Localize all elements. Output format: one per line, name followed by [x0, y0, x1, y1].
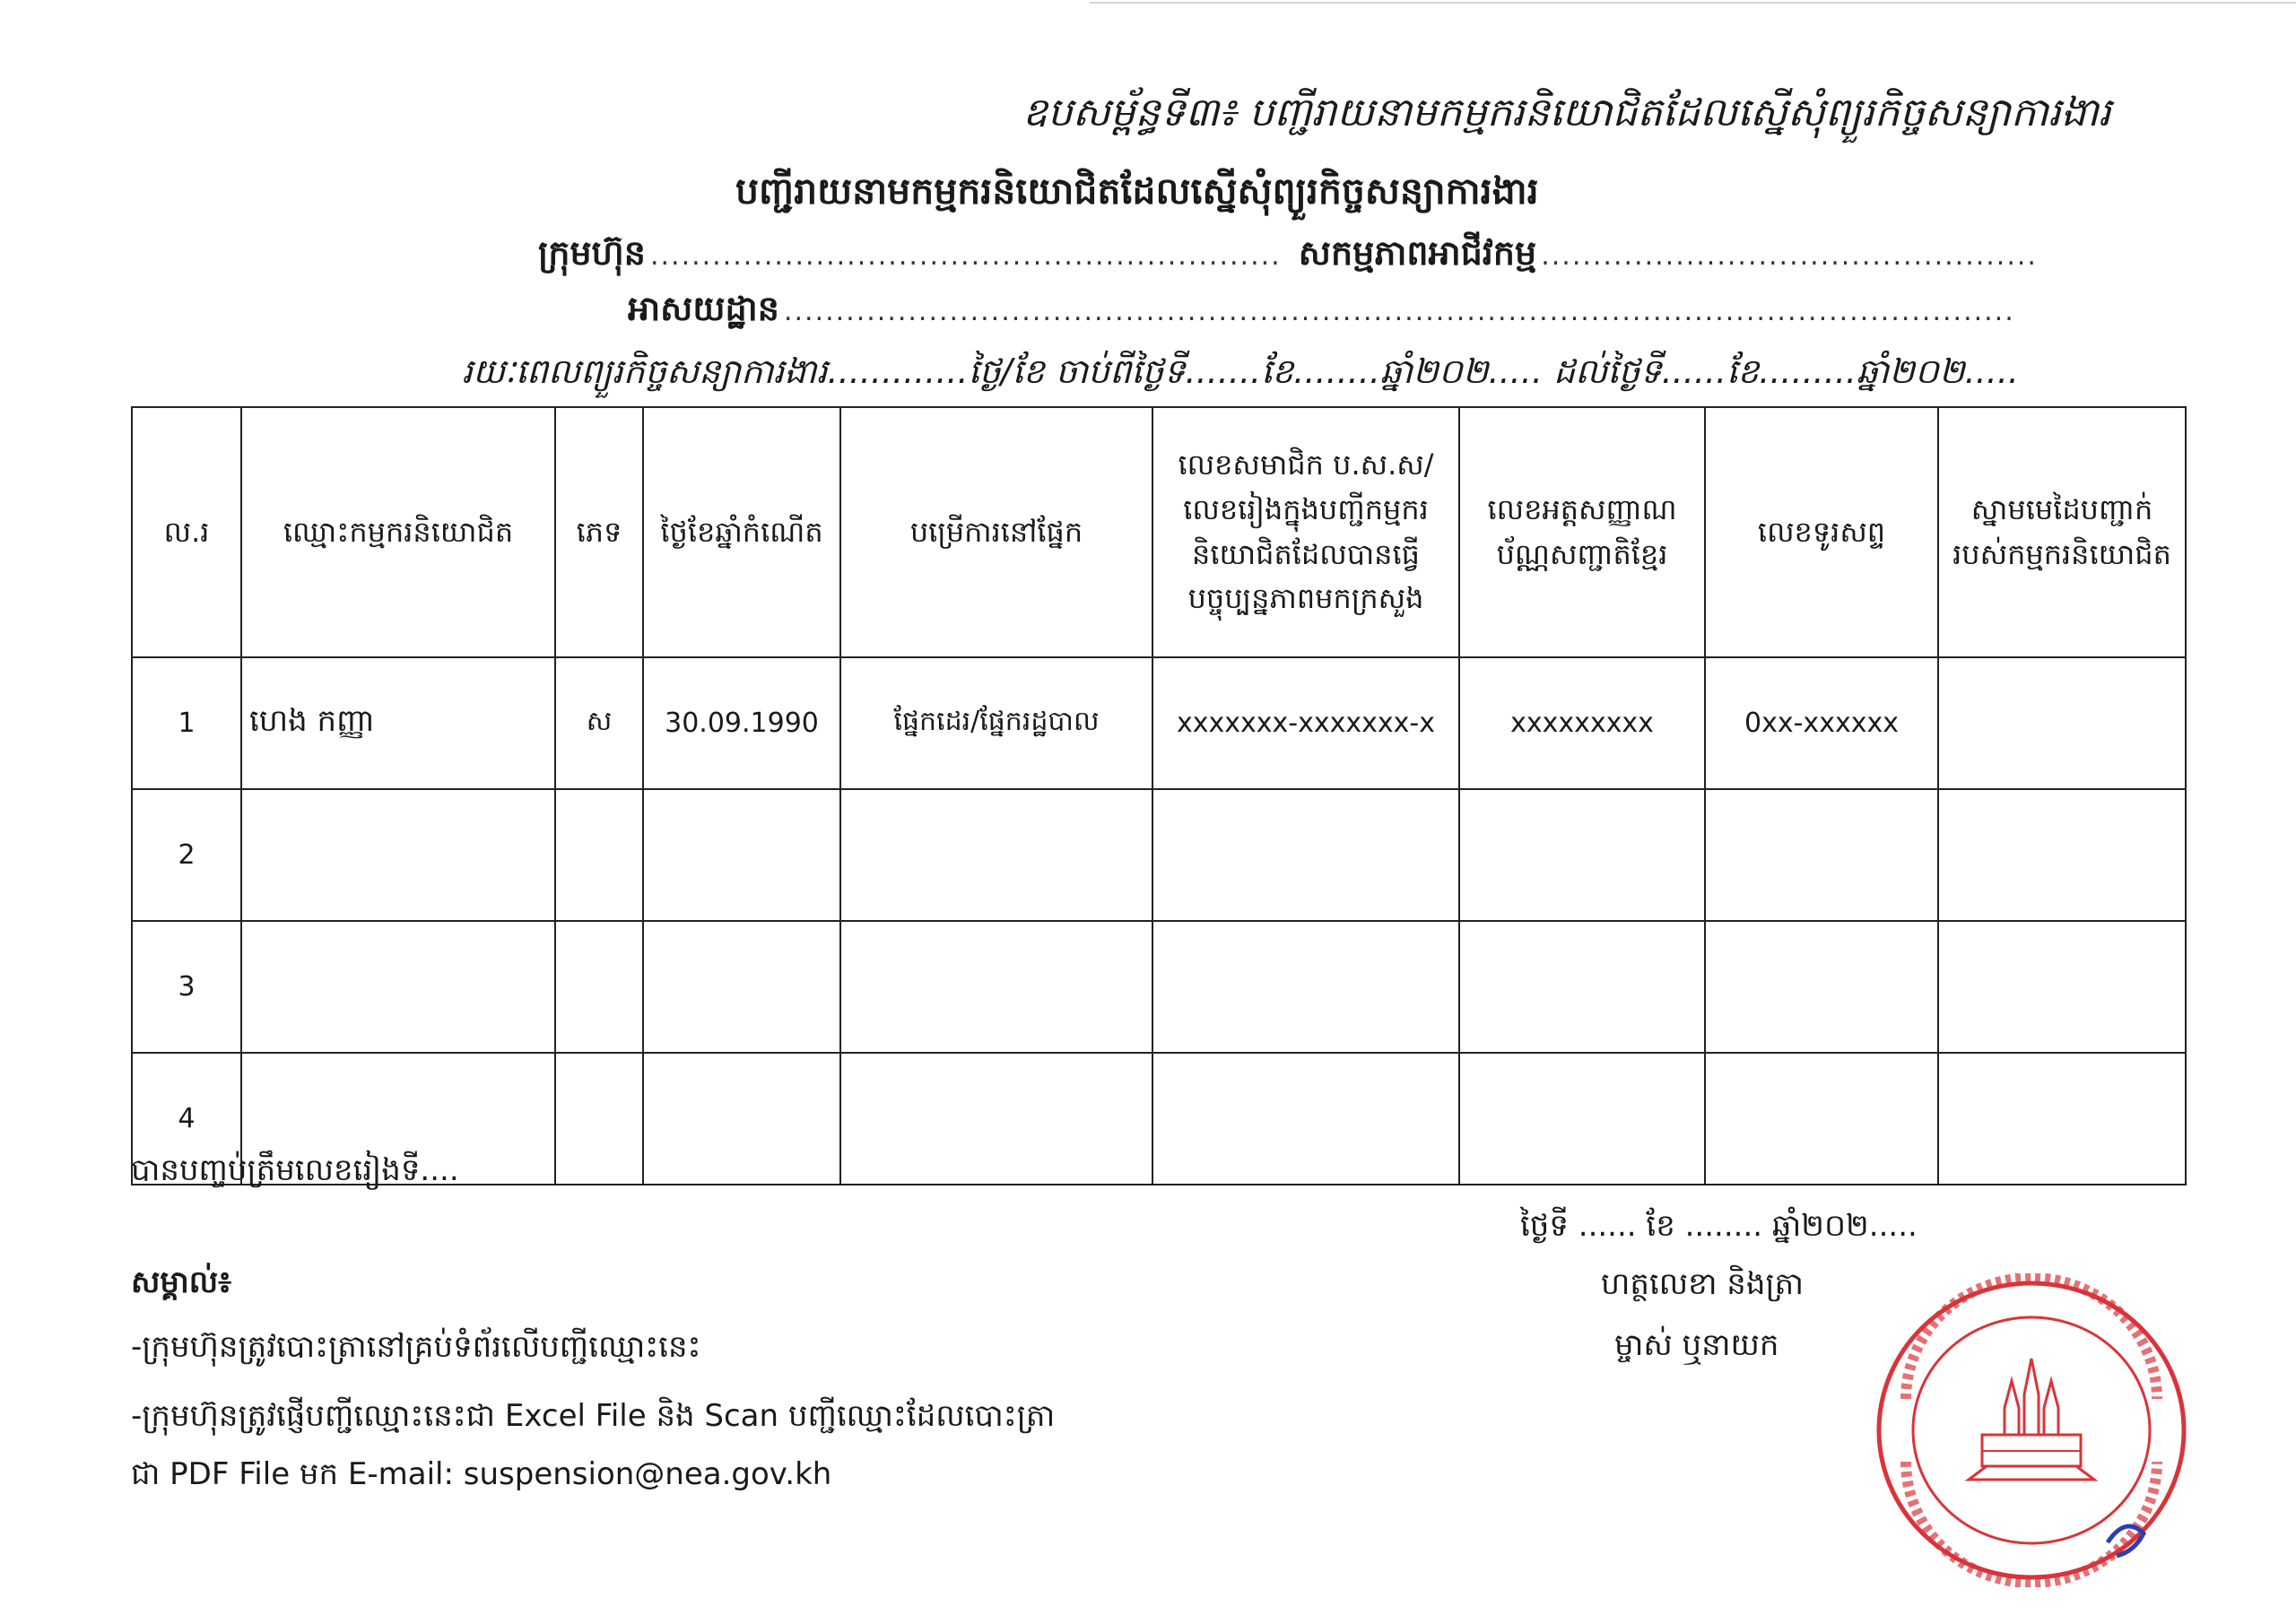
- cell-phone: [1705, 921, 1938, 1053]
- cell-no: 2: [132, 789, 241, 921]
- signature-label: ហត្ថលេខា និងត្រា: [1601, 1266, 1804, 1302]
- cell-dob: [643, 921, 840, 1053]
- cell-nssf-number: [1152, 921, 1459, 1053]
- cell-phone: 0xx-xxxxxx: [1705, 657, 1938, 789]
- col-header-name: ឈ្មោះកម្មករនិយោជិត: [241, 407, 555, 657]
- notes-title: សម្គាល់៖: [131, 1264, 232, 1300]
- form-title: បញ្ជីរាយនាមកម្មករនិយោជិតដែលស្នើសុំព្យួរកិច្ចសន្យាការងារ: [735, 169, 1539, 213]
- cell-sex: [555, 1053, 643, 1185]
- note-stamp-every-page: -ក្រុមហ៊ុនត្រូវបោះត្រានៅគ្រប់ទំព័រលើបញ្ជីឈ្មោះនេះ: [131, 1329, 701, 1365]
- cell-dob: [643, 789, 840, 921]
- cell-department: ផ្នែកដេរ/ផ្នែករដ្ឋបាល: [840, 657, 1152, 789]
- cell-id-card: xxxxxxxxx: [1459, 657, 1705, 789]
- address-line: [628, 287, 2015, 337]
- cell-name: [241, 921, 555, 1053]
- address-blank: .......................................................................................................................: [783, 296, 2015, 327]
- cell-nssf-number: [1152, 1053, 1459, 1185]
- cell-no: 1: [132, 657, 241, 789]
- col-header-sex: ភេទ: [555, 407, 643, 657]
- official-seal-stamp: [1870, 1273, 2193, 1587]
- cell-phone: [1705, 1053, 1938, 1185]
- annex-title: ឧបសម្ព័ន្ធទី៣៖ បញ្ជីរាយនាមកម្មករនិយោជិតដែលស្នើសុំព្យួរកិច្ចសន្យាការងារ: [1022, 90, 2111, 135]
- cell-department: [840, 789, 1152, 921]
- cell-name: [241, 789, 555, 921]
- owner-label: ម្ចាស់ ឬនាយក: [1614, 1327, 1779, 1363]
- cell-id-card: [1459, 1053, 1705, 1185]
- company-label: ក្រុមហ៊ុន: [538, 233, 646, 273]
- col-header-dob: ថ្ងៃខែឆ្នាំកំណើត: [643, 407, 840, 657]
- cell-thumbprint: [1938, 921, 2186, 1053]
- closing-line: បានបញ្ចប់ត្រឹមលេខរៀងទី....: [131, 1152, 459, 1188]
- cell-sex: [555, 921, 643, 1053]
- cell-nssf-number: xxxxxxx-xxxxxxx-x: [1152, 657, 1459, 789]
- col-header-id-card: លេខអត្តសញ្ញាណ ប័ណ្ណសញ្ជាតិខ្មែរ: [1459, 407, 1705, 657]
- employee-table: [131, 406, 2187, 1185]
- note-email: ជា PDF File មក E-mail: suspension@nea.gov.kh: [131, 1456, 832, 1492]
- cell-id-card: [1459, 921, 1705, 1053]
- date-line: ថ្ងៃទី ...... ខែ ........ ឆ្នាំ២០២.....: [1520, 1208, 1918, 1244]
- suspension-period-line: រយៈពេលព្យួរកិច្ចសន្យាការងារ.............ថ្ងៃ/ខែ ចាប់ពីថ្ងៃទី.......ខែ........ឆ្នាំ២០២..... ដល់ថ្ងៃទី......ខែ.........ឆ្នាំ២០២.....: [462, 352, 2019, 391]
- cell-sex: [555, 789, 643, 921]
- table-row: [132, 657, 2186, 789]
- top-rule: [1090, 2, 2296, 4]
- table-header-row: [132, 407, 2186, 657]
- cell-dob: 30.09.1990: [643, 657, 840, 789]
- col-header-no: ល.រ: [132, 407, 241, 657]
- company-blank: .............................................................: [649, 240, 1282, 272]
- cell-id-card: [1459, 789, 1705, 921]
- table-row: [132, 921, 2186, 1053]
- cell-no: 4: [132, 1053, 241, 1185]
- cell-department: [840, 1053, 1152, 1185]
- cell-thumbprint: [1938, 1053, 2186, 1185]
- company-line: [538, 231, 2038, 282]
- cell-department: [840, 921, 1152, 1053]
- table-row: [132, 789, 2186, 921]
- cell-thumbprint: [1938, 657, 2186, 789]
- cell-nssf-number: [1152, 789, 1459, 921]
- address-label: អាសយដ្ឋាន: [628, 289, 779, 328]
- cell-thumbprint: [1938, 789, 2186, 921]
- col-header-nssf-number: លេខសមាជិក ប.ស.ស/ លេខរៀងក្នុងបញ្ជីកម្មករ និយោជិតដែលបានធ្វើ បច្ចុប្បន្នភាពមកក្រសួង: [1152, 407, 1459, 657]
- col-header-thumbprint: ស្នាមមេដៃបញ្ជាក់ របស់កម្មករនិយោជិត: [1938, 407, 2186, 657]
- note-send-files: -ក្រុមហ៊ុនត្រូវផ្ញើបញ្ជីឈ្មោះនេះជា Excel File និង Scan បញ្ជីឈ្មោះដែលបោះត្រា: [131, 1398, 1056, 1434]
- col-header-phone: លេខទូរសព្ទ: [1705, 407, 1938, 657]
- business-activity-label: សកម្មភាពអាជីវកម្ម: [1298, 233, 1537, 273]
- cell-phone: [1705, 789, 1938, 921]
- col-header-department: បម្រើការនៅផ្នែក: [840, 407, 1152, 657]
- cell-sex: ស: [555, 657, 643, 789]
- cell-name: ហេង កញ្ញា: [241, 657, 555, 789]
- business-activity-blank: ................................................: [1541, 240, 2038, 272]
- cell-dob: [643, 1053, 840, 1185]
- cell-no: 3: [132, 921, 241, 1053]
